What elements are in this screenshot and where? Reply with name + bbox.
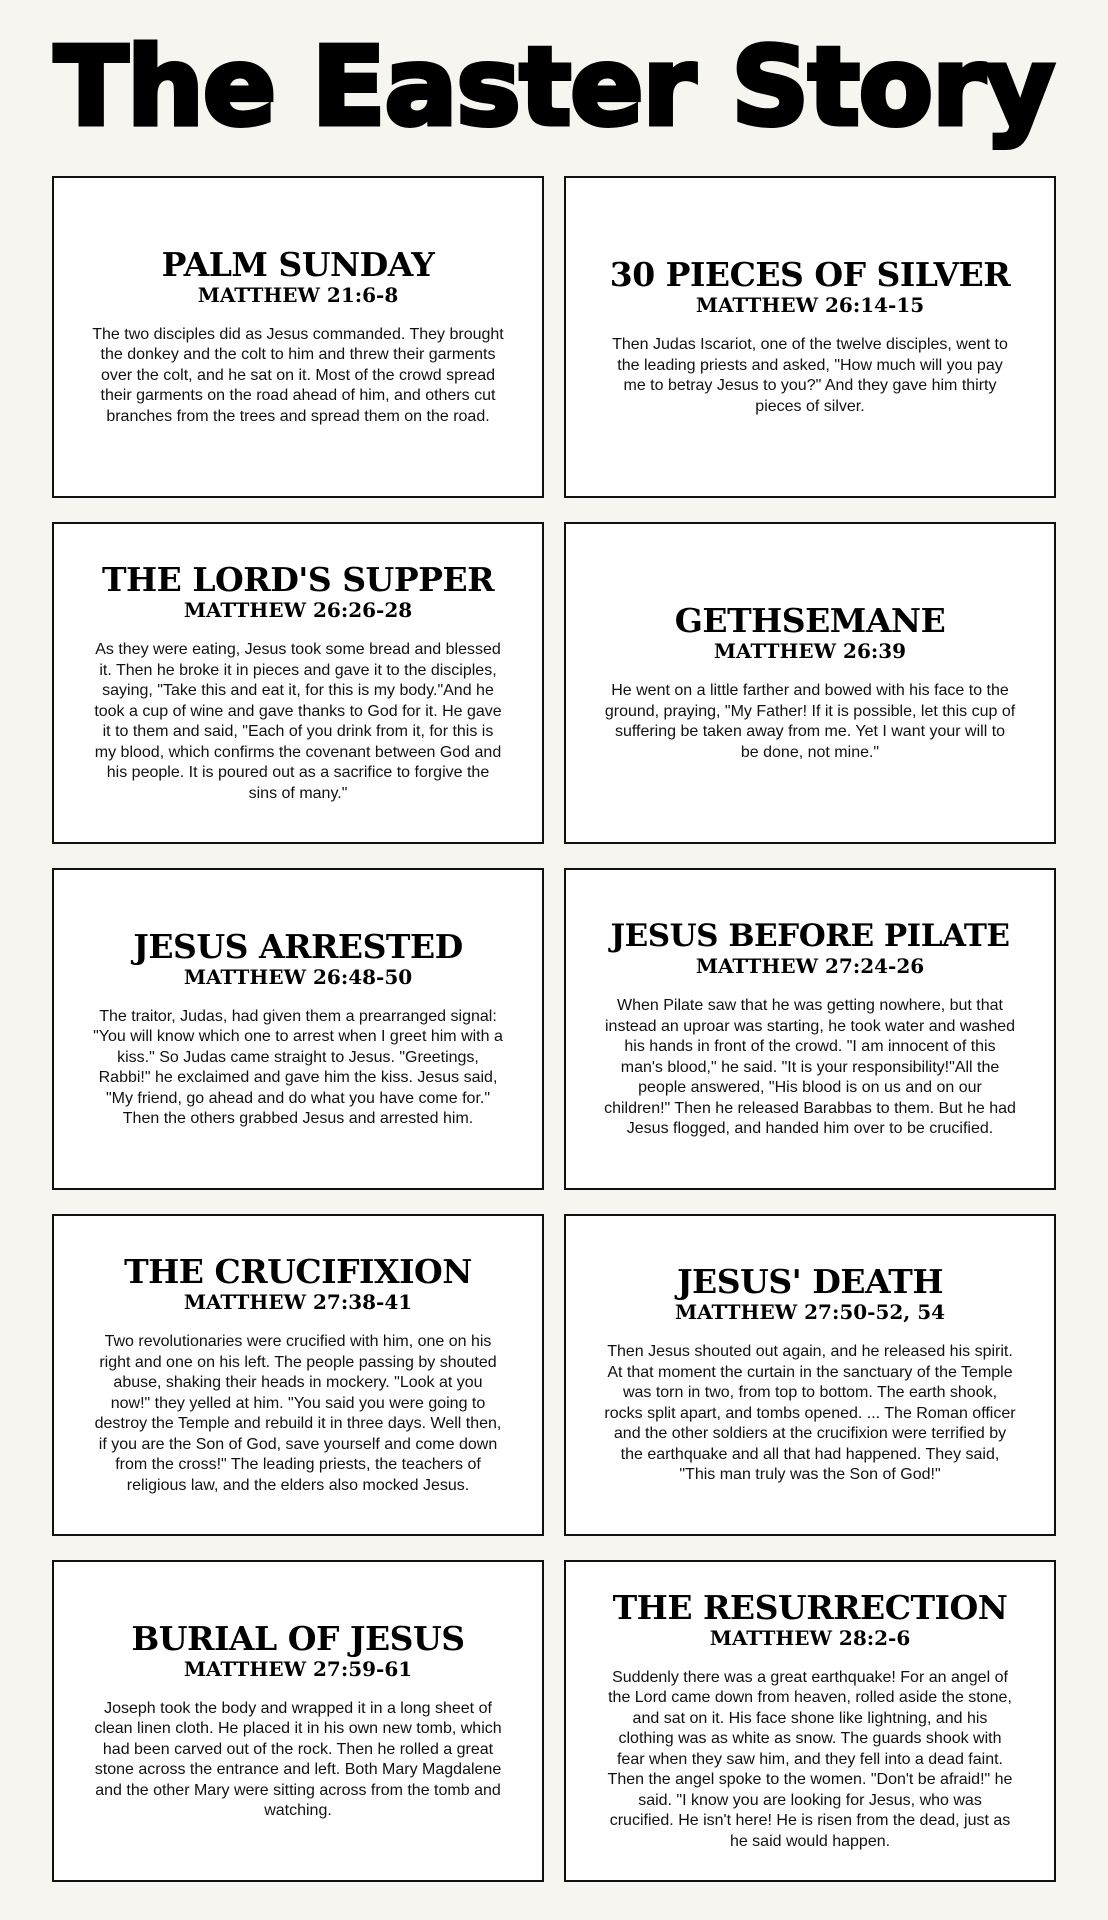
- story-card-jesus-death: [564, 1214, 1056, 1536]
- card-reference: MATTHEW 27:50-52, 54: [674, 1300, 946, 1325]
- story-card-resurrection: [564, 1560, 1056, 1882]
- card-text: The traitor, Judas, had given them a prearranged signal: "You will know which one to arrest when I greet him with a kiss." So Judas came straight to Jesus. "Greetings, Rabbi!" he exclaimed and gave him the kiss. Jesus said, "My friend, go ahead and do what you have come for." Then the others grabbed Jesus and arrested him.: [93, 1007, 503, 1127]
- card-text: Joseph took the body and wrapped it in a long sheet of clean linen cloth. He placed it in his own new tomb, which had been carved out of the rock. Then he rolled a great stone across the entrance and left. Both Mary Magdalene and the other Mary were sitting across from the tomb and watching.: [94, 1699, 502, 1819]
- story-card-crucifixion: [52, 1214, 544, 1536]
- card-reference: MATTHEW 27:38-41: [183, 1290, 413, 1314]
- card-reference: MATTHEW 26:48-50: [183, 964, 413, 989]
- story-card-palm-sunday: [52, 176, 544, 498]
- card-title: 30 PIECES OF SILVER: [609, 255, 1011, 294]
- card-reference: MATTHEW 26:26-28: [183, 598, 413, 622]
- card-text: Two revolutionaries were crucified with him, one on his right and one on his left. The people passing by shouted abuse, shaking their heads in mockery. "Look at you now!" they yelled at him. "You said you were going to destroy the Temple and rebuild it in three days. Well then, if you are the Son of God, save yourself and come down from the cross!" The leading priests, the teachers of religious law, and the elders also mocked Jesus.: [94, 1333, 502, 1494]
- story-card-burial-of-jesus: [52, 1560, 544, 1882]
- card-text: When Pilate saw that he was getting nowhere, but that instead an uproar was starting, he took water and washed his hands in front of the crowd. "I am innocent of this man's blood," he said. "It is your responsibility!"All the people answered, "His blood is on us and on our children!" Then he released Barabbas to them. But he had Jesus flogged, and handed him over to be crucified.: [604, 997, 1016, 1138]
- card-title: THE CRUCIFIXION: [124, 1252, 472, 1291]
- card-title: JESUS ARRESTED: [133, 926, 463, 966]
- card-title: PALM SUNDAY: [161, 244, 435, 284]
- card-title: JESUS BEFORE PILATE: [610, 918, 1010, 955]
- story-card-jesus-arrested: [52, 868, 544, 1190]
- story-card-grid: [52, 176, 1056, 1882]
- card-title: THE RESURRECTION: [612, 1587, 1008, 1627]
- card-text: Then Jesus shouted out again, and he released his spirit. At that moment the curtain in the sanctuary of the Temple was torn in two, from top to bottom. The earth shook, rocks split apart, and tombs opened. ... The Roman officer and the other soldiers at the crucifixion were terrified by the earthquake and all that had happened. They said, "This man truly was the Son of God!": [604, 1343, 1016, 1484]
- card-reference: MATTHEW 28:2-6: [709, 1625, 911, 1650]
- story-card-jesus-before-pilate: [564, 868, 1056, 1190]
- card-text: As they were eating, Jesus took some bread and blessed it. Then he broke it in pieces and gave it to the disciples, saying, "Take this and eat it, for this is my body."And he took a cup of wine and gave thanks to God for it. He gave it to them and said, "Each of you drink from it, for this is my blood, which confirms the covenant between God and his people. It is poured out as a sacrifice to forgive the sins of many.": [94, 641, 502, 802]
- card-text: He went on a little farther and bowed with his face to the ground, praying, "My Father! If it is possible, let this cup of suffering be taken away from me. Yet I want your will to be done, not mine.": [604, 682, 1016, 761]
- card-title: THE LORD'S SUPPER: [101, 560, 495, 599]
- card-reference: MATTHEW 27:24-26: [695, 954, 925, 979]
- card-reference: MATTHEW 21:6-8: [197, 282, 399, 307]
- card-title: BURIAL OF JESUS: [131, 1618, 465, 1658]
- story-card-30-pieces-of-silver: [564, 176, 1056, 498]
- card-text: Suddenly there was a great earthquake! For an angel of the Lord came down from heaven, rolled aside the stone, and sat on it. His face shone like lightning, and his clothing was as white as snow. The guards shook with fear when they saw him, and they fell into a dead faint. Then the angel spoke to the women. "Don't be afraid!" he said. "I know you are looking for Jesus, who was crucified. He isn't here! He is risen from the dead, just as he said would happen.: [607, 1668, 1013, 1850]
- page-title: The Easter Story: [54, 25, 1054, 150]
- card-title: JESUS' DEATH: [676, 1262, 944, 1302]
- story-card-gethsemane: [564, 522, 1056, 844]
- card-reference: MATTHEW 27:59-61: [183, 1656, 413, 1681]
- card-text: The two disciples did as Jesus commanded. They brought the donkey and the colt to him and threw their garments over the colt, and he sat on it. Most of the crowd spread their garments on the road ahead of him, and others cut branches from the trees and spread them on the road.: [92, 325, 504, 425]
- card-reference: MATTHEW 26:14-15: [695, 293, 925, 317]
- card-text: Then Judas Iscariot, one of the twelve disciples, went to the leading priests and asked, "How much will you pay me to betray Jesus to you?" And they gave him thirty pieces of silver.: [612, 336, 1008, 415]
- story-card-lords-supper: [52, 522, 544, 844]
- card-reference: MATTHEW 26:39: [713, 639, 907, 663]
- card-title: GETHSEMANE: [674, 601, 946, 640]
